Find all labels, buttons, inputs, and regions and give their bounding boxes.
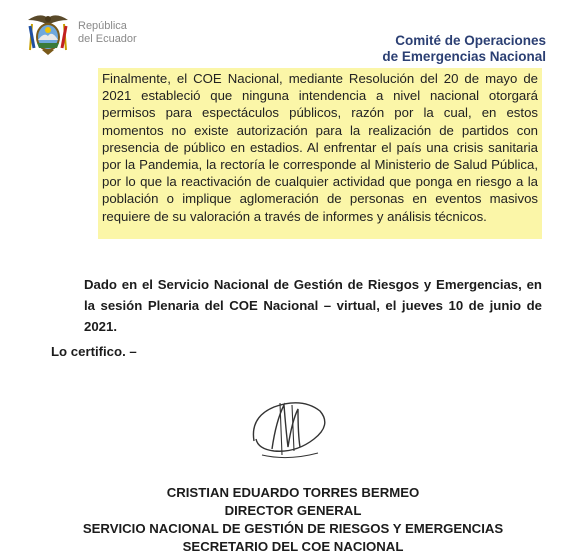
organization-title-line1: Comité de Operaciones [395, 33, 546, 48]
signatory-title: DIRECTOR GENERAL [224, 503, 362, 518]
signatory-office: SERVICIO NACIONAL DE GESTIÓN DE RIESGOS Y EMERGENCIAS [82, 521, 504, 536]
handwritten-signature [248, 395, 332, 465]
highlighted-block [98, 68, 542, 239]
organization-title [382, 33, 546, 65]
certification-line: Lo certifico. – [51, 344, 137, 359]
logo-text-line1: República [78, 20, 127, 32]
logo-text-line2: del Ecuador [78, 33, 137, 45]
organization-title-line2: de Emergencias Nacional [382, 49, 546, 64]
signatory-name: CRISTIAN EDUARDO TORRES BERMEO [166, 485, 420, 500]
logo-text [78, 20, 137, 46]
ecuador-coat-of-arms-logo [24, 10, 72, 56]
signatory-role: SECRETARIO DEL COE NACIONAL [182, 539, 404, 554]
signatory-block [0, 484, 586, 556]
given-at-statement: Dado en el Servicio Nacional de Gestión de Riesgos y Emergencias, en la sesión Plenaria del COE Nacional – virtual, el jueves 10 de junio de 2021. [84, 277, 542, 334]
highlighted-paragraph: Finalmente, el COE Nacional, mediante Resolución del 20 de mayo de 2021 estableció que ninguna intendencia a nivel nacional otorgará permisos para espectáculos públicos, razón por la cual, en estos momentos no existe autorización para la realización de partidos con presencia de público en estadios. Al enfrentar el país una crisis sanitaria por la Pandemia, la rectoría le corresponde al Ministerio de Salud Pública, por lo que la reactivación de cualquier actividad que ponga en riesgo a la población o implique aglomeración de personas en eventos masivos requiere de su valoración a través de informes y análisis técnicos. [102, 71, 538, 224]
